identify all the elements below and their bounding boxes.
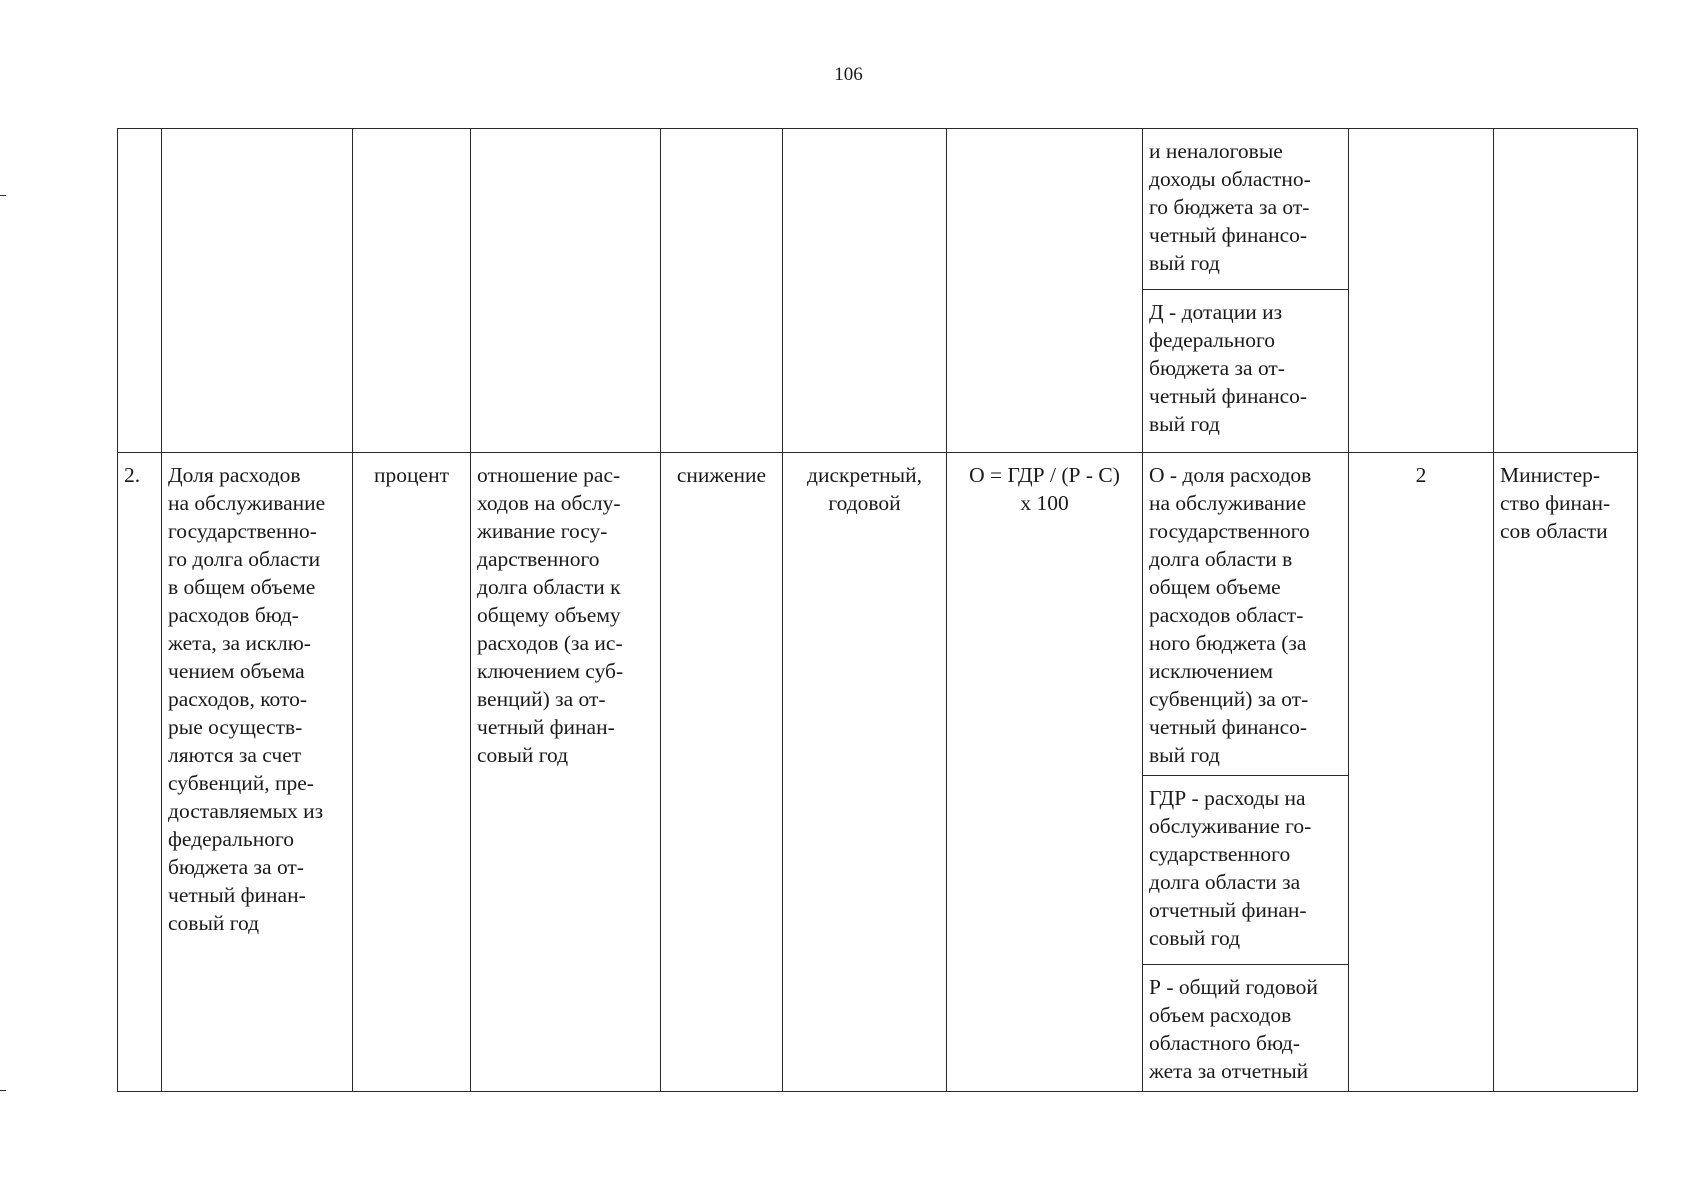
cell-dynamics-empty [661,129,783,453]
cell-variable-r: Р - общий годовой объем расходов областного бюд- жета за отчетный [1143,965,1349,1092]
cell-variable-o: О - доля расходов на обслуживание государственного долга области в общем объеме расходов област- ного бюджета (за исключением субвенций) за от- четный финансо- вый год [1143,453,1349,776]
cell-method-empty [1349,129,1494,453]
indicator-row-2 [118,453,1638,776]
cell-formula-empty [947,129,1143,453]
cell-responsible: Министер- ство финан- сов области [1494,453,1638,1092]
cell-num-empty [118,129,162,453]
cell-responsible-empty [1494,129,1638,453]
page-number: 106 [834,64,863,85]
cell-formula: О = ГДР / (Р - С) х 100 [947,453,1143,1092]
cell-variable-gdr: ГДР - расходы на обслуживание го- сударственного долга области за отчетный финан- совый год [1143,776,1349,965]
cell-row-number: 2. [118,453,162,1092]
scan-edge-mark [0,1090,6,1091]
indicators-table [117,128,1638,1092]
cell-periodicity: дискретный, годовой [783,453,947,1092]
cell-method: 2 [1349,453,1494,1092]
cell-unit-empty [353,129,471,453]
scan-edge-mark [0,195,6,196]
cell-definition: отношение рас- ходов на обслу- живание госу- дарственного долга области к общему объему расходов (за ис- ключением суб- венций) за от- четный финан- совый год [471,453,661,1092]
cell-variable-continued: и неналоговые доходы областно- го бюджета за от- четный финансо- вый год [1143,129,1349,290]
cell-variable-d: Д - дотации из федерального бюджета за от- четный финансо- вый год [1143,290,1349,453]
cell-unit: процент [353,453,471,1092]
cell-indicator-name: Доля расходов на обслуживание государственно- го долга области в общем объеме расходов бюд- жета, за исклю- чением объема расходов, кото- рые осуществ- ляются за счет субвенций, пре- доставляемых из федерального бюджета за от- четный финан- совый год [162,453,353,1092]
cell-definition-empty [471,129,661,453]
continuation-row [118,129,1638,290]
cell-periodicity-empty [783,129,947,453]
cell-dynamics: снижение [661,453,783,1092]
cell-name-empty [162,129,353,453]
